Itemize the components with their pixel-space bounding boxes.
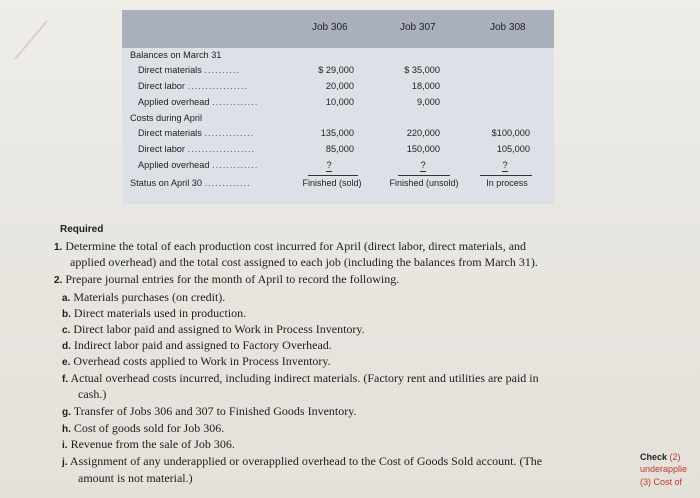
table-cell: 10,000 (325, 97, 354, 107)
table-cell: $ 29,000 (318, 65, 354, 75)
table-cell: 18,000 (411, 81, 440, 91)
required-heading: Required (60, 224, 104, 235)
section-heading: Costs during April (130, 113, 203, 123)
item-g: g. Transfer of Jobs 306 and 307 to Finished Goods Inventory. (62, 404, 357, 418)
table-cell: ? (420, 160, 426, 170)
question-2: 2. Prepare journal entries for the month of April to record the following. (54, 272, 400, 286)
col-job-306: Job 306 (312, 22, 348, 33)
check-label: Check (640, 452, 668, 462)
question-1-line2: applied overhead) and the total cost assigned to each job (including the balances from March 31). (70, 255, 538, 269)
question-1-line1: 1. Determine the total of each production cost incurred for April (direct labor, direct materials, and (54, 239, 527, 253)
row-label: Direct labor ................... (138, 144, 256, 154)
item-f: f. Actual overhead costs incurred, including indirect materials. (Factory rent and utilities are paid in (62, 371, 539, 385)
item-d: d. Indirect labor paid and assigned to Factory Overhead. (62, 338, 332, 352)
table-header (122, 10, 554, 48)
table-cell: 85,000 (325, 144, 354, 154)
status-cell: Finished (sold) (290, 178, 374, 188)
item-i: i. Revenue from the sale of Job 306. (62, 437, 235, 451)
table-cell: ? (326, 160, 332, 170)
table-cell: $100,000 (491, 128, 530, 138)
table-cell: ? (502, 160, 508, 170)
check-line-2: underapplie (640, 464, 688, 474)
row-label: Direct materials .......... (138, 65, 240, 75)
table-cell: 135,000 (320, 128, 354, 138)
item-c: c. Direct labor paid and assigned to Work in Process Inventory. (62, 322, 365, 336)
status-cell: Finished (unsold) (378, 178, 470, 188)
check-answer-note (640, 452, 688, 487)
item-j-cont: amount is not material.) (78, 471, 193, 485)
row-label: Direct materials .............. (138, 128, 255, 138)
margin-mark (14, 20, 48, 60)
item-j: j. Assignment of any underapplied or overapplied overhead to the Cost of Goods Sold account. (The (62, 454, 543, 468)
item-e: e. Overhead costs applied to Work in Process Inventory. (62, 354, 331, 368)
section-heading: Balances on March 31 (130, 50, 222, 60)
row-label: Applied overhead ............. (138, 160, 259, 170)
col-job-307: Job 307 (400, 22, 436, 33)
row-label: Applied overhead ............. (138, 97, 259, 107)
check-number: (2) (669, 452, 681, 462)
table-cell: 9,000 (417, 97, 440, 107)
row-label: Status on April 30 ............. (130, 178, 251, 188)
table-cell: 150,000 (406, 144, 440, 154)
check-line-3: (3) Cost of (640, 477, 683, 487)
item-b: b. Direct materials used in production. (62, 306, 247, 320)
row-label: Direct labor ................. (138, 81, 248, 91)
table-cell: $ 35,000 (404, 65, 440, 75)
job-cost-table (122, 10, 554, 204)
item-a: a. Materials purchases (on credit). (62, 290, 226, 304)
item-f-cont: cash.) (78, 387, 107, 401)
col-job-308: Job 308 (490, 22, 526, 33)
table-cell: 105,000 (496, 144, 530, 154)
status-cell: In process (470, 178, 544, 188)
item-h: h. Cost of goods sold for Job 306. (62, 421, 225, 435)
table-cell: 20,000 (325, 81, 354, 91)
table-cell: 220,000 (406, 128, 440, 138)
